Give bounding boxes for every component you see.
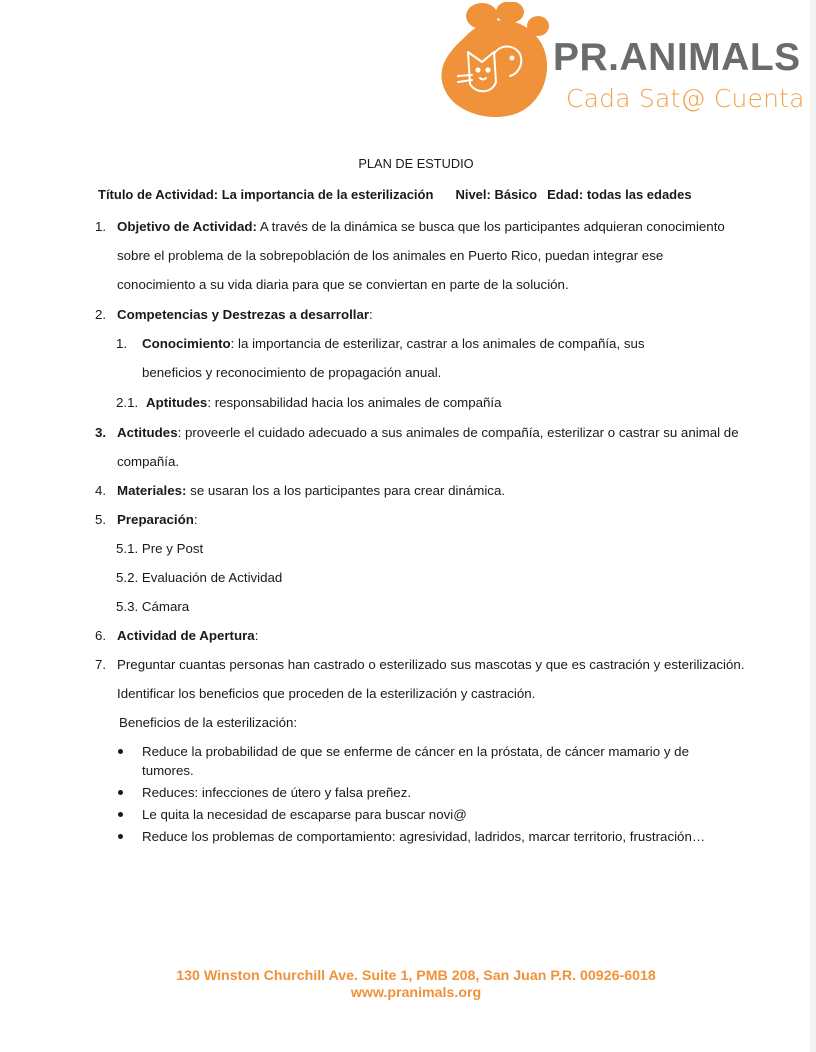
item-number: 1. [95,219,107,234]
item-number: 6. [95,628,107,643]
footer-website: www.pranimals.org [350,985,482,1001]
sub-item-aptitudes [116,388,696,417]
bullet-text: Reduce los problemas de comportamiento: agresividad, ladridos, marcar territorio, frustración… [142,829,706,844]
footer-address: 130 Winston Churchill Ave. Suite 1, PMB 208, San Juan P.R. 00926-6018 [176,968,656,984]
sub-item-pre-post: 5.1. Pre y Post [116,541,204,556]
level: Nivel: Básico [455,187,538,202]
logo-tagline: Cada Sat@ Cuenta [566,84,805,113]
item-text: : responsabilidad hacia los animales de compañía [207,395,502,410]
doc-title: PLAN DE ESTUDIO [358,156,474,171]
item-number: 2.1. [116,395,139,410]
benefits-heading: Beneficios de la esterilización: [119,715,298,730]
sub-item-camera: 5.3. Cámara [116,599,190,614]
list-item-attitudes [95,418,745,476]
item-text: : proveerle el cuidado adecuado a sus animales de compañía, esterilizar o castrar su animal de compañía. [117,425,739,469]
age: Edad: todas las edades [547,187,692,202]
item-label: Materiales: [117,483,187,498]
bullet-icon [118,790,123,795]
item-label: Objetivo de Actividad: [117,219,257,234]
list-item [114,805,734,824]
footer [0,968,816,1002]
bullet-icon [118,812,123,817]
logo-blob-right [527,16,549,36]
bullet-icon [118,749,123,754]
item-text: se usaran los a los participantes para crear dinámica. [186,483,506,498]
list-item-competencies [95,300,745,329]
item-label: Competencias y Destrezas a desarrollar [117,307,370,322]
list-item-objective [95,212,745,299]
item-text: : la importancia de esterilizar, castrar a los animales de compañía, sus beneficios y reconocimiento de propagación anual. [142,336,645,380]
list-item-opening [95,621,745,650]
item-number: 4. [95,483,107,498]
item-text: : [254,628,259,643]
bullet-text: Reduce la probabilidad de que se enferme de cáncer en la próstata, de cáncer mamario y de tumores. [142,744,689,778]
item-text: A través de la dinámica se busca que los participantes adquieran conocimiento sobre el problema de la sobrepoblación de los animales en Puerto Rico, puedan integrar ese conocimiento a su vida diaria para que se conviertan en parte de la solución. [117,219,725,292]
bullet-text: Le quita la necesidad de escaparse para buscar novi@ [142,807,467,822]
list-item [114,783,734,802]
logo-blob-top [466,3,498,29]
bullet-icon [118,834,123,839]
item-number: 2. [95,307,107,322]
item-label: Aptitudes [146,395,208,410]
list-item-materials [95,476,745,505]
item-label: Preparación [117,512,194,527]
logo-blob-top2 [496,2,524,23]
item-label: Actitudes [117,425,178,440]
list-item [114,742,734,780]
item-text: Preguntar cuantas personas han castrado o esterilizado sus mascotas y que es castración y esterilización. Identificar los beneficios que proceden de la esterilización y castración. [117,657,745,701]
item-number: 7. [95,657,107,672]
item-number: 1. [116,336,128,351]
item-number: 3. [95,425,107,440]
logo-brand-text: PR.ANIMALS [553,36,801,79]
list-item-question [95,650,745,708]
doc-subtitle [98,187,738,202]
item-number: 5. [95,512,107,527]
bullet-text: Reduces: infecciones de útero y falsa preñez. [142,785,412,800]
item-text: : [369,307,373,322]
sub-item-knowledge [116,329,696,387]
item-label: Actividad de Apertura [117,628,255,643]
item-label: Conocimiento [142,336,231,351]
activity-title: Título de Actividad: La importancia de la esterilización [98,187,434,202]
list-item-preparation [95,505,745,534]
item-text: : [193,512,198,527]
sub-item-evaluation: 5.2. Evaluación de Actividad [116,570,283,585]
list-item [114,827,734,846]
benefits-list [114,742,734,849]
